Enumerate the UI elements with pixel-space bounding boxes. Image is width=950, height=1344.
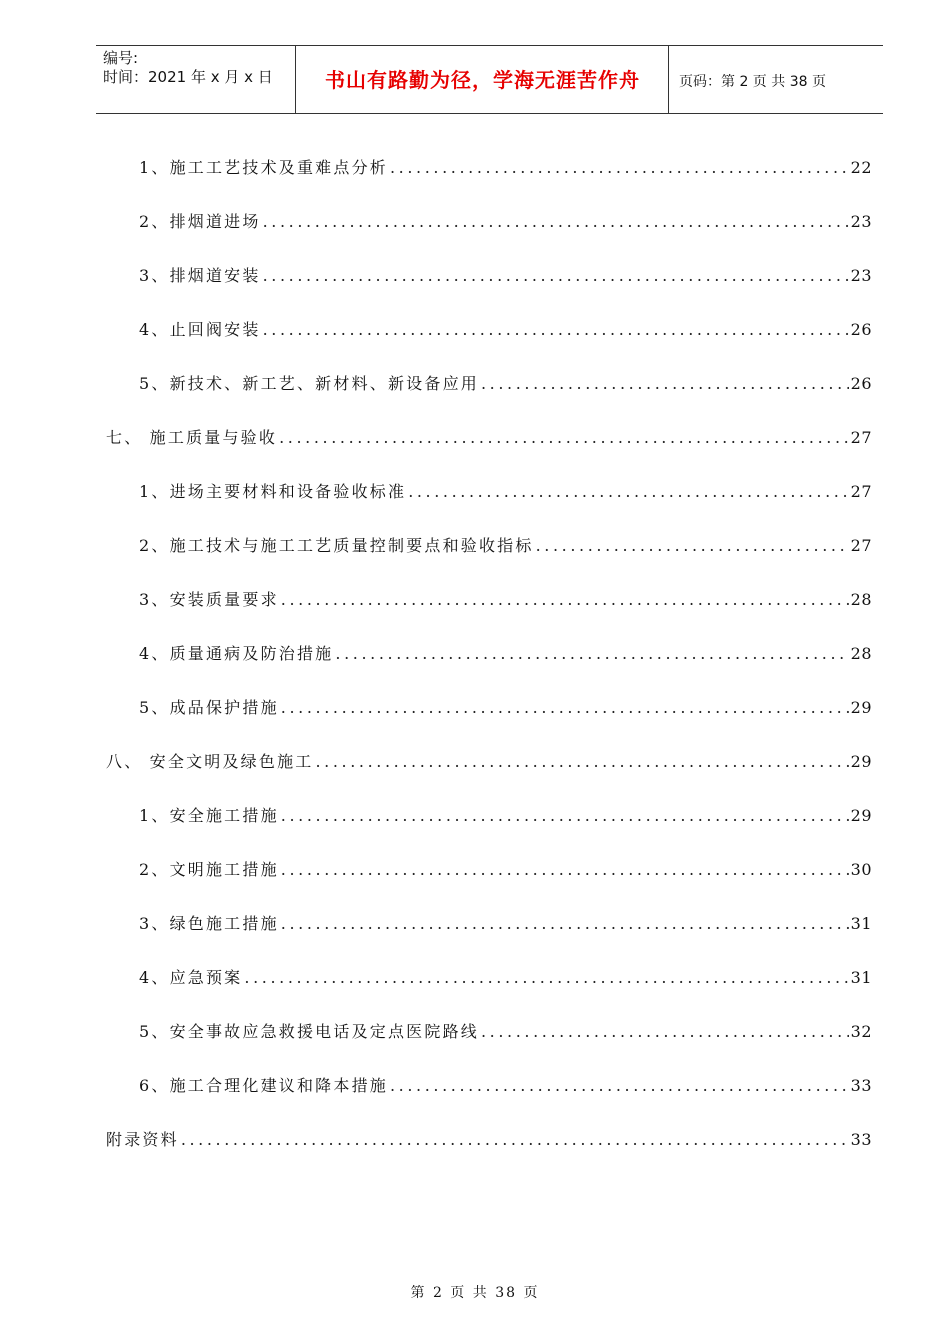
toc-entry-title: 4、应急预案 xyxy=(139,968,243,987)
toc-leader-dots xyxy=(390,1074,849,1098)
toc-entry[interactable] xyxy=(106,1128,872,1152)
toc-leader-dots xyxy=(335,642,848,666)
toc-leader-dots xyxy=(281,858,849,882)
toc-leader-dots xyxy=(281,588,849,612)
toc-entry[interactable] xyxy=(139,858,872,882)
toc-entry-page: 29 xyxy=(850,752,872,771)
toc-leader-dots xyxy=(244,966,848,990)
header-bottom-rule xyxy=(96,113,883,114)
toc-entry-title: 八、 安全文明及绿色施工 xyxy=(106,752,314,771)
toc-entry-page: 28 xyxy=(850,590,872,609)
toc-entry[interactable] xyxy=(139,642,872,666)
toc-entry-page: 29 xyxy=(850,806,872,825)
toc-entry-page: 30 xyxy=(850,860,872,879)
toc-entry[interactable] xyxy=(139,912,872,936)
toc-entry-title: 2、排烟道进场 xyxy=(139,212,261,231)
toc-entry[interactable] xyxy=(139,588,872,612)
toc-entry-title: 5、新技术、新工艺、新材料、新设备应用 xyxy=(139,374,479,393)
page-footer: 第 2 页 共 38 页 xyxy=(410,1285,540,1301)
toc-entry-title: 附录资料 xyxy=(106,1130,179,1149)
toc-entry-page: 27 xyxy=(850,482,872,501)
toc-entry[interactable] xyxy=(139,480,872,504)
toc-entry-page: 28 xyxy=(850,644,872,663)
toc-entry[interactable] xyxy=(139,1074,872,1098)
toc-entry-title: 1、进场主要材料和设备验收标准 xyxy=(139,482,407,501)
toc-entry-title: 1、施工工艺技术及重难点分析 xyxy=(139,158,388,177)
toc-entry-page: 23 xyxy=(850,266,872,285)
header-number-label: 编号: xyxy=(103,49,139,67)
toc-leader-dots xyxy=(263,210,849,234)
toc-leader-dots xyxy=(281,804,849,828)
toc-leader-dots xyxy=(481,372,849,396)
toc-entry-title: 5、安全事故应急救援电话及定点医院路线 xyxy=(139,1022,479,1041)
toc-entry-page: 29 xyxy=(850,698,872,717)
toc-entry[interactable] xyxy=(139,804,872,828)
toc-entry[interactable] xyxy=(139,318,872,342)
header-top-rule xyxy=(96,45,883,46)
toc-leader-dots xyxy=(281,912,849,936)
toc-entry-page: 32 xyxy=(850,1022,872,1041)
toc-entry-page: 26 xyxy=(850,320,872,339)
toc-entry-title: 3、绿色施工措施 xyxy=(139,914,279,933)
toc-leader-dots xyxy=(263,264,849,288)
toc-entry-title: 3、安装质量要求 xyxy=(139,590,279,609)
toc-entry[interactable] xyxy=(139,696,872,720)
toc-leader-dots xyxy=(536,534,849,558)
toc-entry[interactable] xyxy=(139,372,872,396)
toc-entry[interactable] xyxy=(139,210,872,234)
toc-entry-title: 4、质量通病及防治措施 xyxy=(139,644,334,663)
toc-leader-dots xyxy=(181,1128,849,1152)
header-motto: 书山有路勤为径，学海无涯苦作舟 xyxy=(325,68,640,92)
toc-entry-page: 22 xyxy=(850,158,872,177)
toc-entry[interactable] xyxy=(139,156,872,180)
toc-entry-page: 33 xyxy=(850,1076,872,1095)
toc-leader-dots xyxy=(279,426,849,450)
toc-entry-page: 31 xyxy=(850,914,872,933)
toc-entry-page: 27 xyxy=(850,536,872,555)
toc-entry-page: 27 xyxy=(850,428,872,447)
header-divider-right xyxy=(668,45,669,113)
toc-entry-page: 23 xyxy=(850,212,872,231)
header-meta xyxy=(103,49,273,87)
header-page-info: 页码：第 2 页 共 38 页 xyxy=(679,74,826,90)
toc-entry[interactable] xyxy=(139,966,872,990)
toc-entry-title: 1、安全施工措施 xyxy=(139,806,279,825)
toc-entry[interactable] xyxy=(139,534,872,558)
toc-entry-title: 4、止回阀安装 xyxy=(139,320,261,339)
toc-entry-page: 26 xyxy=(850,374,872,393)
header-divider-left xyxy=(295,45,296,113)
toc-entry-title: 2、施工技术与施工工艺质量控制要点和验收指标 xyxy=(139,536,534,555)
toc-entry-page: 31 xyxy=(850,968,872,987)
toc-leader-dots xyxy=(481,1020,849,1044)
toc-entry[interactable] xyxy=(139,264,872,288)
header-time-label: 时间：2021 年 x 月 x 日 xyxy=(103,68,273,86)
toc-entry-title: 5、成品保护措施 xyxy=(139,698,279,717)
toc-entry-title: 2、文明施工措施 xyxy=(139,860,279,879)
toc-leader-dots xyxy=(281,696,849,720)
toc-leader-dots xyxy=(263,318,849,342)
toc-entry-title: 3、排烟道安装 xyxy=(139,266,261,285)
toc-entry-page: 33 xyxy=(850,1130,872,1149)
toc-entry-title: 6、施工合理化建议和降本措施 xyxy=(139,1076,388,1095)
toc-entry[interactable] xyxy=(106,750,872,774)
toc-leader-dots xyxy=(408,480,848,504)
toc-leader-dots xyxy=(316,750,849,774)
toc-entry-title: 七、 施工质量与验收 xyxy=(106,428,278,447)
toc-entry[interactable] xyxy=(106,426,872,450)
toc-entry[interactable] xyxy=(139,1020,872,1044)
toc-leader-dots xyxy=(390,156,849,180)
